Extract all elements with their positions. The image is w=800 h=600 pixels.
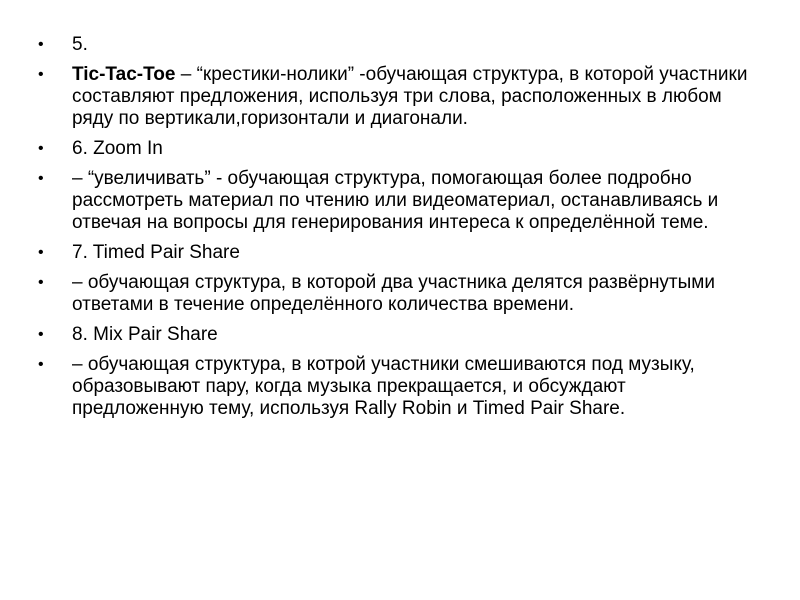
list-item <box>38 324 758 346</box>
item-text: – обучающая структура, в котрой участники смешиваются под музыку, образовывают пару, когда музыка прекращается, и обсуждают предложенную тему, используя Rally Robin и Timed Pair Share. <box>72 354 695 419</box>
bullet-icon: • <box>38 274 44 291</box>
list-item <box>38 242 758 264</box>
bullet-icon: • <box>38 244 44 261</box>
bullet-icon: • <box>38 326 44 343</box>
list-item <box>38 34 758 56</box>
bullet-icon: • <box>38 356 44 373</box>
item-text: 6. Zoom In <box>72 138 163 159</box>
list-item <box>38 168 758 234</box>
item-text: – “крестики-нолики” -обучающая структура, в которой участники составляют предложения, используя три слова, расположенных в любом ряду по вертикали,горизонтали и диагонали. <box>72 64 748 129</box>
item-text: – “увеличивать” - обучающая структура, помогающая более подробно рассмотреть материал по чтению или видеоматериал, останавливаясь и отвечая на вопросы для генерирования интереса к определённой теме. <box>72 168 719 233</box>
bullet-icon: • <box>38 36 44 53</box>
bullet-icon: • <box>38 170 44 187</box>
item-text: 8. Mix Pair Share <box>72 324 218 345</box>
list-item <box>38 138 758 160</box>
bullet-icon: • <box>38 66 44 83</box>
bullet-icon: • <box>38 140 44 157</box>
item-text: 7. Timed Pair Share <box>72 242 240 263</box>
bullet-list <box>38 34 758 428</box>
item-text: – обучающая структура, в которой два участника делятся развёрнутыми ответами в течение определённого количества времени. <box>72 272 715 315</box>
list-item <box>38 64 758 130</box>
list-item <box>38 272 758 316</box>
item-term: Tic-Tac-Toe <box>72 64 176 85</box>
item-text: 5. <box>72 34 88 55</box>
list-item <box>38 354 758 420</box>
